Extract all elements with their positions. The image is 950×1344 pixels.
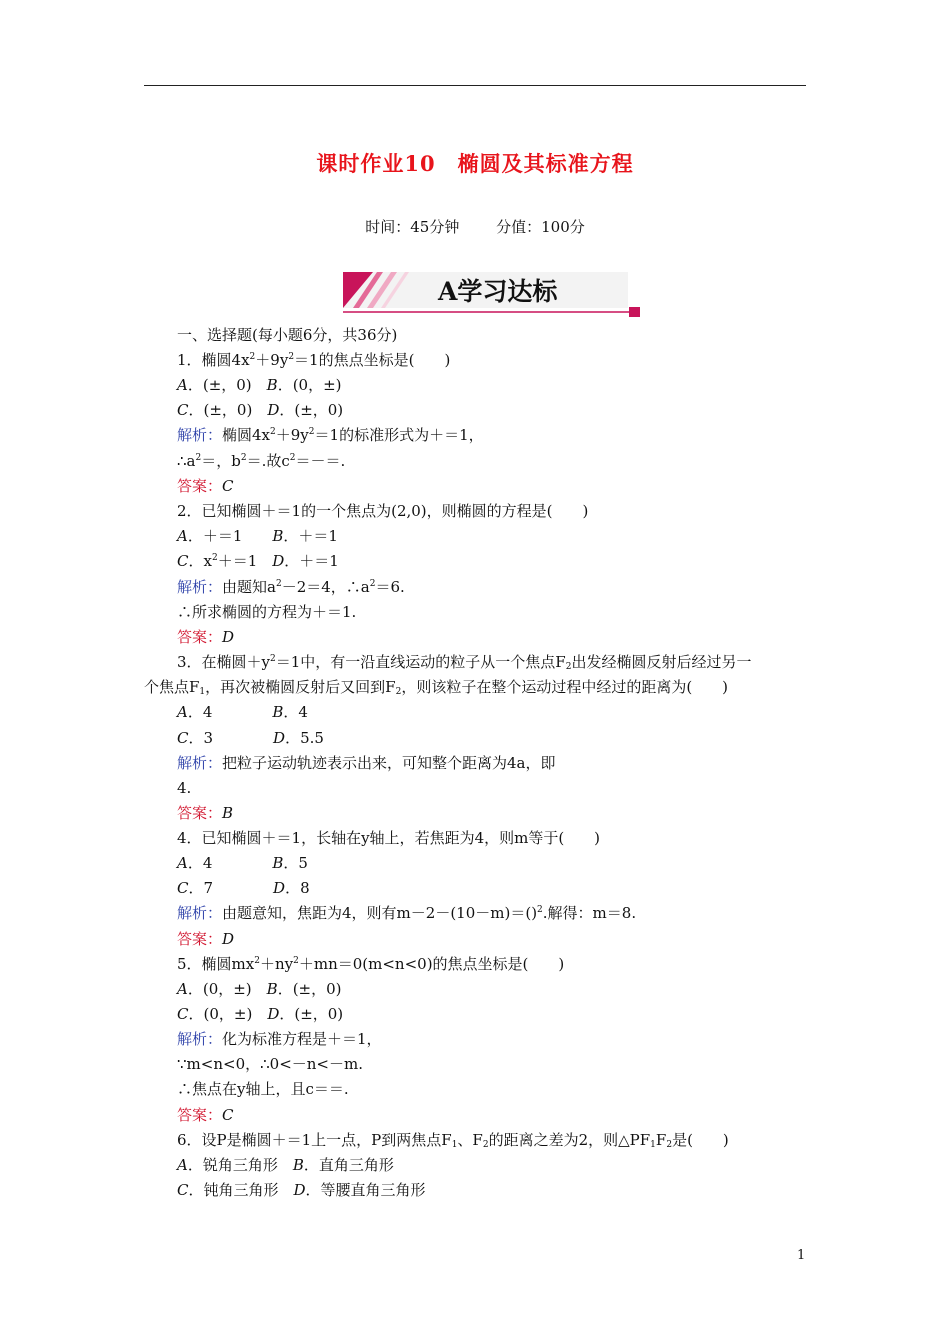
q3-analysis-line2: 4. — [177, 779, 192, 797]
q5-answer: 答案：C — [177, 1106, 234, 1124]
q5-analysis-line2: ∵m<n<0，∴0<－n<－m. — [177, 1055, 363, 1073]
q1-answer: 答案：C — [177, 477, 234, 495]
page-title: 课时作业10 椭圆及其标准方程 — [316, 151, 634, 176]
score-label: 分值：100分 — [496, 218, 585, 236]
q1-stem: 1．椭圆$4x^2+9y^2=1$的焦点坐标是( ) — [177, 351, 451, 369]
q1-options-cd: C．(±，0) D．(±，0) — [177, 401, 344, 419]
section-banner — [343, 270, 641, 318]
time-label: 时间：45分钟 — [365, 218, 460, 236]
q5-analysis: 解析：化为标准方程是＋＝1， — [177, 1030, 382, 1048]
q5-stem: 5．椭圆$mx^2+ny^2+mn=0(m<n<0)$的焦点坐标是( ) — [177, 955, 565, 973]
banner-text: A学习达标 — [438, 277, 558, 306]
q6-stem: 6．设P是椭圆＋＝1上一点，P到两焦点$F_1$、$F_2$的距离之差为2，则$\triangle PF_1F_2$是( ) — [177, 1131, 729, 1150]
q4-options-cd: C．7 D．8 — [177, 879, 310, 897]
q3-stem-line2: 个焦点$F_1$，再次被椭圆反射后又回到$F_2$，则该粒子在整个运动过程中经过的距离为( ) — [144, 678, 729, 697]
q5-analysis-line3: ∴焦点在y轴上，且c＝＝. — [177, 1080, 349, 1098]
header-rule — [144, 85, 806, 86]
q2-analysis-line2: ∴所求椭圆的方程为＋＝1. — [177, 603, 357, 621]
q3-analysis: 解析：把粒子运动轨迹表示出来，可知整个距离为4a，即 — [177, 754, 556, 772]
time-score-line — [0, 216, 950, 237]
q2-options-cd: C．$x^2+=1$ D．＋＝1 — [177, 552, 339, 570]
q3-answer: 答案：B — [177, 804, 234, 822]
q2-analysis: 解析：由题知$a^2-2=4$，$\therefore a^2=6$. — [177, 578, 405, 596]
q4-options-ab: A．4 B．5 — [177, 854, 308, 872]
q2-options-ab: A．＋＝1 B．＋＝1 — [177, 527, 338, 545]
q5-options-ab: A．(0，±) B．(±，0) — [177, 980, 342, 998]
q1-analysis-line2: $\therefore a^2=$，$b^2=$.故$c^2=-=$. — [177, 452, 346, 470]
q6-options-cd: C．钝角三角形 D．等腰直角三角形 — [177, 1181, 426, 1199]
q1-analysis: 解析：椭圆$4x^2+9y^2=1$的标准形式为＋＝1， — [177, 426, 484, 444]
q4-analysis: 解析：由题意知，焦距为4，则有m－2－(10－m)＝()$^2$.解得：m＝8. — [177, 904, 637, 922]
q1-options-ab: A．(±，0) B．(0，±) — [177, 376, 342, 394]
q2-answer: 答案：D — [177, 628, 235, 646]
q6-options-ab: A．锐角三角形 B．直角三角形 — [177, 1156, 394, 1174]
q2-stem: 2．已知椭圆＋＝1的一个焦点为(2,0)，则椭圆的方程是( ) — [177, 502, 589, 520]
page-number: 1 — [797, 1248, 806, 1263]
q3-options-cd: C．3 D．5.5 — [177, 729, 324, 747]
q3-stem: 3．在椭圆$+y^2=1$中，有一沿直线运动的粒子从一个焦点$F_2$出发经椭圆反射后经过另一 — [177, 653, 752, 672]
q5-options-cd: C．(0，±) D．(±，0) — [177, 1005, 344, 1023]
q4-answer: 答案：D — [177, 930, 235, 948]
q4-stem: 4．已知椭圆＋＝1，长轴在y轴上，若焦距为4，则m等于( ) — [177, 829, 601, 847]
q3-options-ab: A．4 B．4 — [177, 703, 308, 721]
section-heading: 一、选择题(每小题6分，共36分) — [177, 326, 398, 344]
